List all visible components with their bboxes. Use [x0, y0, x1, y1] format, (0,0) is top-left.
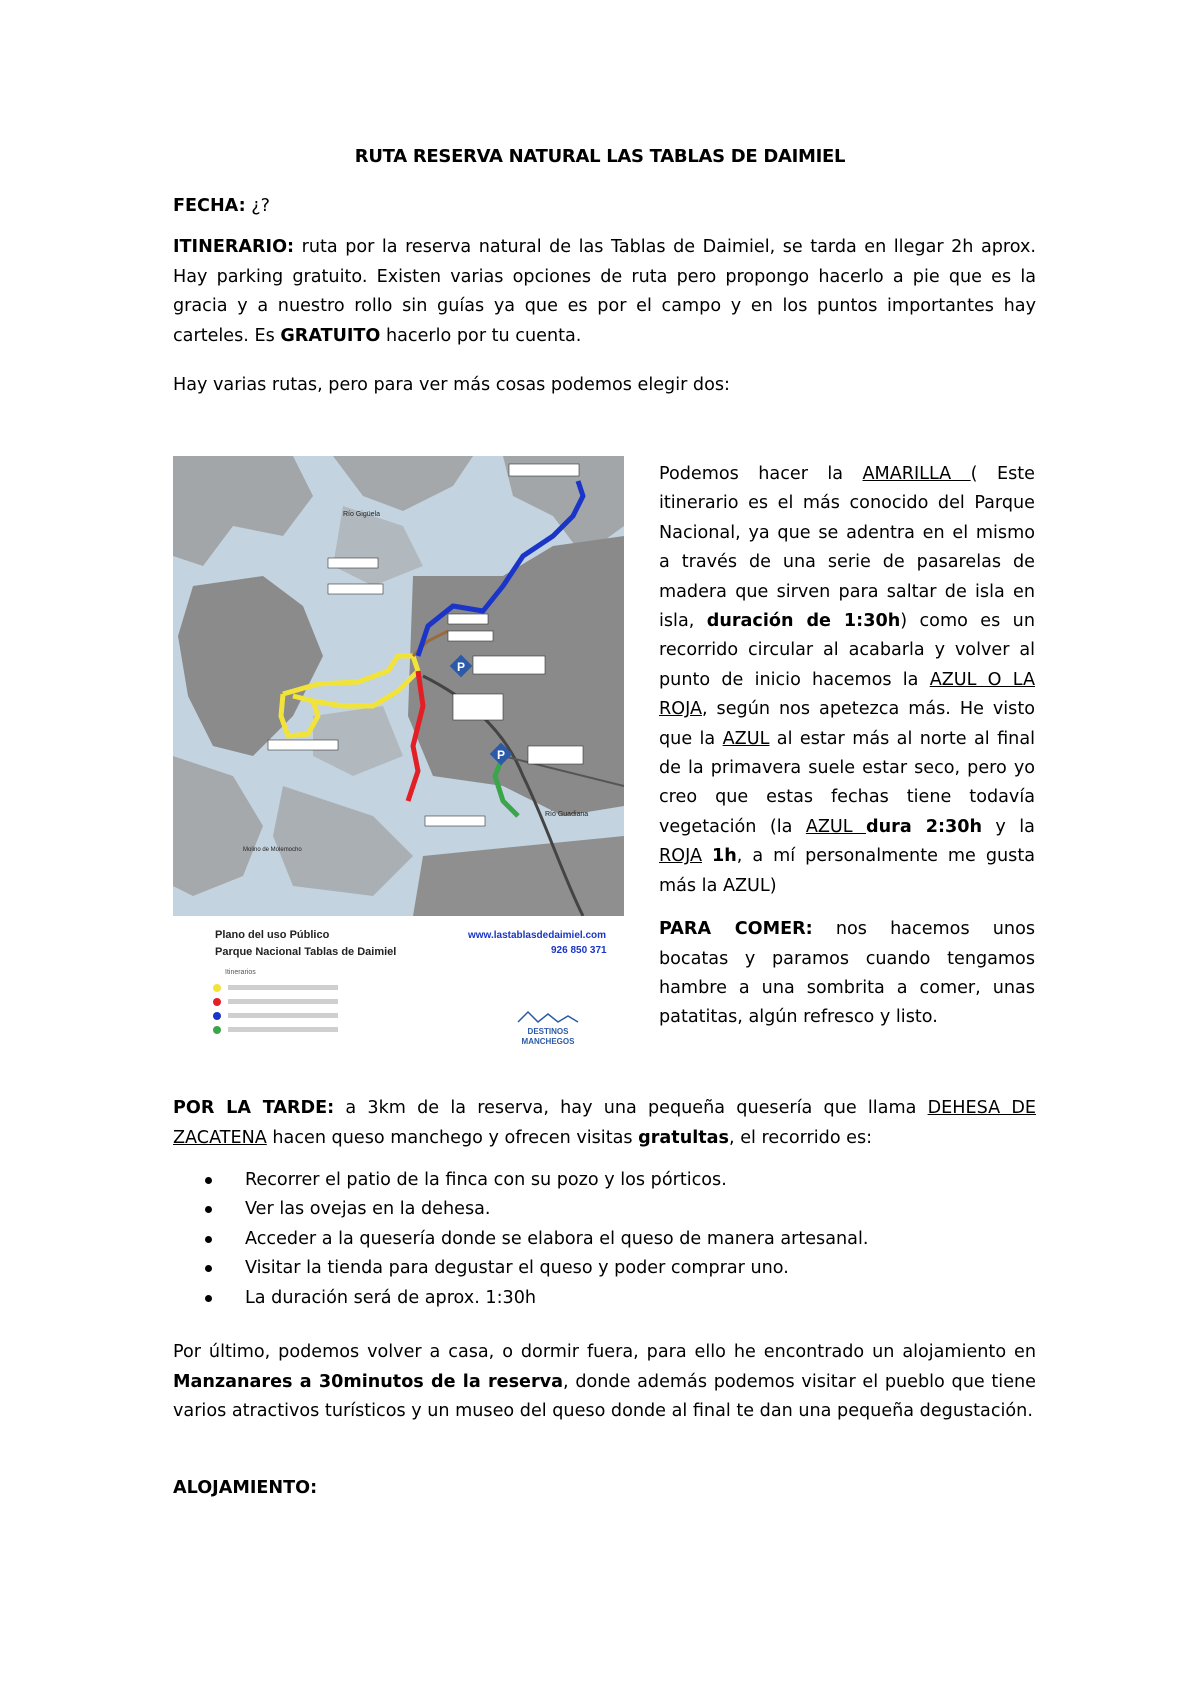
side-text: , a mí personalmente me gusta más la AZUL)	[659, 846, 1035, 896]
ultimo-bold: Manzanares a 30minutos de la reserva	[173, 1371, 563, 1392]
recorrido-list	[173, 1166, 1036, 1313]
comer-text: nos hacemos unos bocatas y paramos cuando tengamos hambre a una sombrita a comer, unas patatitas, algún refresco y listo.	[659, 919, 1035, 1028]
list-item	[173, 1284, 1036, 1313]
route-description	[659, 460, 1035, 1047]
list-item	[173, 1254, 1036, 1283]
fecha-label: FECHA:	[173, 196, 246, 216]
svg-text:P: P	[496, 748, 506, 762]
itinerario-label: ITINERARIO:	[173, 237, 295, 257]
map-phone: 926 850 371	[551, 945, 607, 956]
list-item-text: Ver las ovejas en la dehesa.	[245, 1199, 491, 1220]
side-text: ) como es un recorrido circular al acabarla y volver al punto de inicio hacemos la	[659, 611, 1035, 690]
dura-bold: dura 2:30h	[866, 816, 982, 837]
azul-link-2[interactable]: AZUL	[805, 816, 867, 837]
bullet-icon	[205, 1265, 212, 1272]
fecha-value: ¿?	[245, 196, 270, 216]
tarde-text-1: a 3km de la reserva, hay una pequeña quesería que llama	[334, 1098, 928, 1118]
tarde-gratultas: gratultas	[638, 1127, 730, 1148]
bullet-icon	[205, 1295, 212, 1302]
map-river-label: Molino de Molemocho	[243, 847, 302, 853]
azul-link[interactable]: AZUL	[722, 728, 770, 749]
side-text: , según nos apetezca más. He visto que la	[659, 699, 1035, 749]
ultimo-paragraph	[173, 1338, 1036, 1427]
route-paragraph	[659, 460, 1035, 901]
map-caption-line2: Parque Nacional Tablas de Daimiel	[215, 946, 397, 958]
itinerario-text-2: hacerlo por tu cuenta.	[380, 325, 582, 346]
side-text: ( Este itinerario es el más conocido del Parque Nacional, ya que se adentra en el mismo a través de una serie de pasarelas de madera que sirven para saltar de isla en isla,	[659, 464, 1035, 632]
alojamiento-heading: ALOJAMIENTO:	[173, 1478, 318, 1498]
map-river-label: Río Guadiana	[545, 811, 589, 818]
comer-label: PARA COMER:	[659, 919, 813, 940]
list-item-text: Recorrer el patio de la finca con su pozo y los pórticos.	[245, 1170, 727, 1190]
bullet-icon	[205, 1177, 212, 1184]
itinerario-gratuito: GRATUITO	[280, 325, 381, 346]
itinerario-text-1: ruta por la reserva natural de las Tablas de Daimiel, se tarda en llegar 2h aprox. Hay parking gratuito. Existen varias opciones de ruta pero propongo hacerlo a pie que es la gracia y a nuestro rollo sin guías ya que es por el campo y en los puntos importantes hay carteles. Es	[173, 237, 1036, 346]
side-text: al estar más al norte al final de la primavera suele estar seco, pero yo creo que estas fechas tiene todavía vegetación (la	[659, 728, 1036, 837]
rutas-intro: Hay varias rutas, pero para ver más cosas podemos elegir dos:	[173, 375, 730, 395]
comer-paragraph	[659, 915, 1035, 1033]
bullet-icon	[205, 1206, 212, 1213]
map-caption-line1: Plano del uso Público	[215, 929, 330, 941]
list-item-text: Visitar la tienda para degustar el queso y poder comprar uno.	[245, 1258, 789, 1279]
una-hora-bold: 1h	[711, 846, 737, 867]
side-text	[702, 846, 712, 866]
list-item	[173, 1166, 1036, 1195]
document-title: RUTA RESERVA NATURAL LAS TABLAS DE DAIMIEL	[354, 146, 846, 167]
tarde-text-3: , el recorrido es:	[729, 1127, 873, 1148]
itinerario-paragraph	[173, 233, 1036, 351]
ultimo-text-2: , donde además podemos visitar el pueblo que tiene varios atractivos turísticos y un museo del queso donde al final te dan una pequeña degustación.	[173, 1371, 1036, 1421]
map-river-label: Río Gigüela	[343, 511, 380, 518]
list-item-text: La duración será de aprox. 1:30h	[245, 1287, 537, 1308]
ultimo-text-1: Por último, podemos volver a casa, o dormir fuera, para ello he encontrado un alojamiento en	[173, 1342, 1036, 1362]
duracion-bold: duración de 1:30h	[706, 611, 901, 632]
roja-link[interactable]: ROJA	[659, 846, 702, 867]
tarde-paragraph	[173, 1094, 1036, 1153]
map-brand-line2: MANCHEGOS	[521, 1037, 575, 1046]
map-legend-title: Itinerarios	[225, 969, 256, 976]
tarde-label: POR LA TARDE:	[173, 1098, 335, 1118]
amarilla-link[interactable]: AMARILLA	[862, 464, 971, 484]
route-map-image	[173, 456, 624, 1053]
map-website: www.lastablasdedaimiel.com	[468, 930, 607, 941]
side-text: Podemos hacer la	[659, 464, 863, 484]
list-item	[173, 1195, 1036, 1224]
list-item-text: Acceder a la quesería donde se elabora el queso de manera artesanal.	[245, 1228, 869, 1249]
bullet-icon	[205, 1236, 212, 1243]
azul-o-roja-link[interactable]: AZUL O LA ROJA	[659, 669, 1035, 720]
list-item	[173, 1225, 1036, 1254]
map-brand-line1: DESTINOS	[527, 1027, 569, 1036]
side-text: y la	[981, 816, 1035, 837]
dehesa-link[interactable]: DEHESA DE ZACATENA	[173, 1098, 1037, 1148]
svg-text:P: P	[456, 660, 466, 674]
tarde-text-2: hacen queso manchego y ofrecen visitas	[266, 1127, 639, 1148]
fecha-line	[173, 192, 1036, 222]
